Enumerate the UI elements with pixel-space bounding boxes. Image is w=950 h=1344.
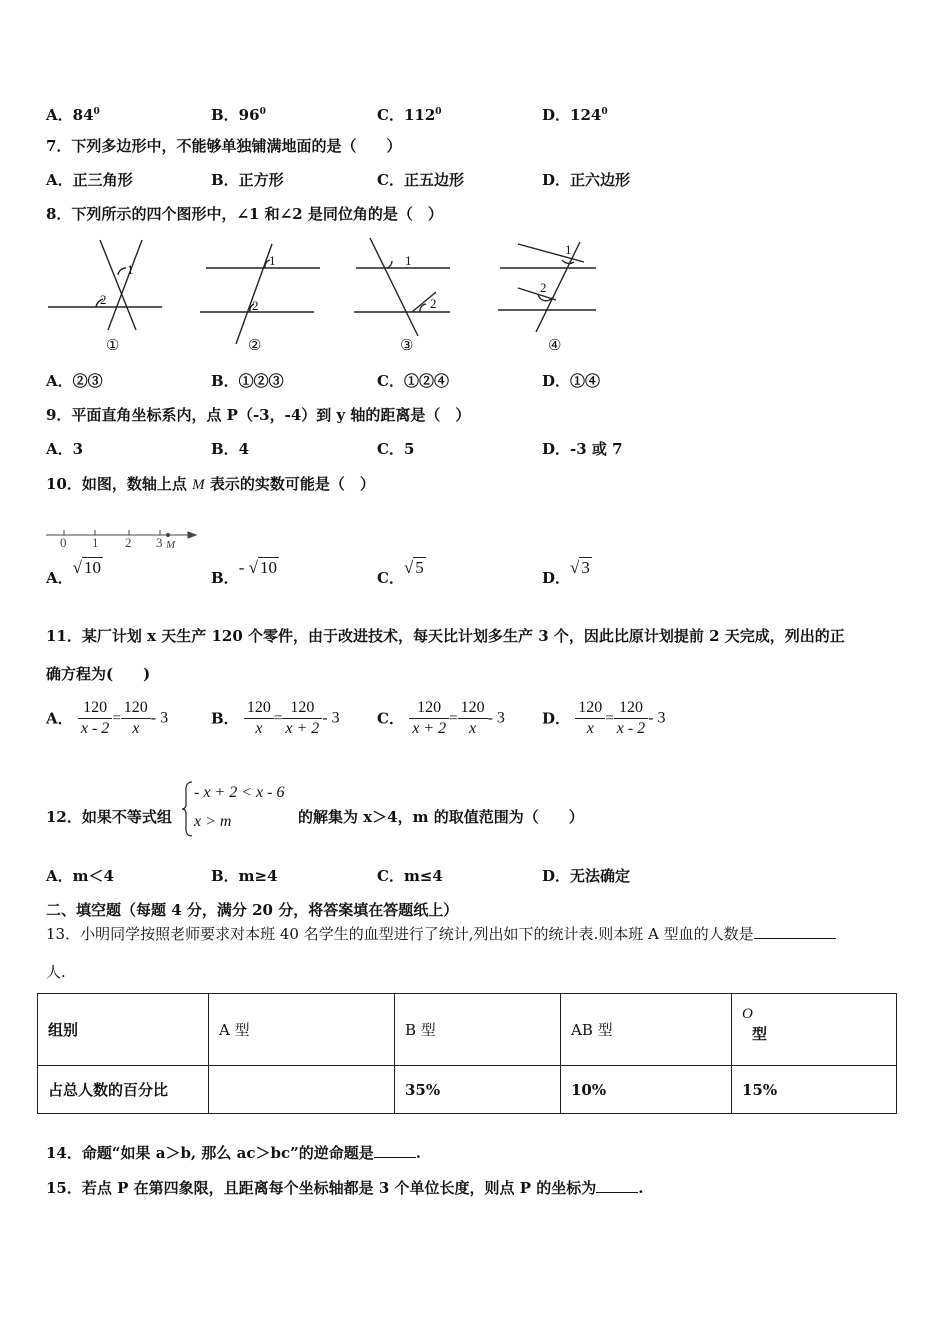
q9-stem: 9．平面直角坐标系内，点 P（-3，-4）到 y 轴的距离是（ ）: [46, 406, 471, 424]
q8-fig1-arc1: [118, 268, 126, 275]
q8-option-b: B．①②③: [211, 372, 284, 390]
cell-type-ab: 10%: [561, 1066, 732, 1114]
q10-option-d: D．√ 3: [542, 558, 590, 587]
q11-stem-line1: 11．某厂计划 x 天生产 120 个零件，由于改进技术，每天比计划多生产 3 个，因此比原计划提前 2 天完成，列出的正: [46, 627, 845, 645]
q6-option-d: D．$124^0$: [542, 106, 608, 124]
q12-brace: [180, 780, 194, 838]
q8-fig1-trans1: [100, 240, 136, 330]
q8-fig3-label: ③: [400, 338, 414, 354]
q11-option-b: B． $\frac{120}{x}$ = $\frac{120}{x + 2}$ - 3: [211, 699, 340, 737]
q8-option-d: D．①④: [542, 372, 601, 390]
q12-option-a: A．m＜4: [46, 867, 114, 885]
q13-blood-type-table: [37, 993, 897, 1114]
q8-fig1-angle1: 1: [127, 262, 134, 277]
q8-option-a: A．②③: [46, 372, 103, 390]
q7-option-c: C．正五边形: [377, 171, 464, 189]
q8-fig4-arc1: [562, 260, 574, 263]
q8-fig4-angle1: 1: [565, 242, 572, 257]
q6-option-c: C．$112^0$: [377, 106, 442, 124]
header-type-a: A 型: [209, 994, 395, 1066]
table-header-row: [38, 994, 897, 1066]
q10-tick-3: 3: [156, 535, 163, 550]
q10-option-a: A．√ 10: [46, 558, 101, 587]
q8-fig4-angle2: 2: [540, 280, 547, 295]
q10-tick-0: 0: [60, 535, 67, 550]
q8-figures: [40, 232, 620, 362]
q13-stem: 13．小明同学按照老师要求对本班 40 名学生的血型进行了统计,列出如下的统计表.则本班 A 型血的人数是: [46, 924, 836, 944]
q12-inequality-1: - x + 2 < x - 6: [194, 784, 285, 801]
q10-stem: 10．如图，数轴上点 M 表示的实数可能是（ ）: [46, 475, 375, 493]
q11-stem-line2: 确方程为( ): [46, 665, 151, 683]
q13-stem-end: 人.: [46, 963, 66, 981]
q14-stem: 14．命题“如果 a＞b, 那么 ac＞bc”的逆命题是 .: [46, 1144, 421, 1162]
q6-option-b: B．$96^0$: [211, 106, 266, 124]
q11-option-a: A． $\frac{120}{x - 2}$ = $\frac{120}{x}$ - 3: [46, 699, 169, 737]
header-type-b: B 型: [395, 994, 561, 1066]
q12-option-b: B．m≥4: [211, 867, 278, 885]
q10-tick-1: 1: [92, 535, 99, 550]
q8-fig4-trans3: [518, 288, 556, 300]
q8-fig3-angle1: 1: [405, 253, 412, 268]
q9-option-b: B．4: [211, 440, 250, 458]
q10-option-c: C．√ 5: [377, 558, 424, 587]
q12-inequality-2: x > m: [194, 813, 232, 830]
q8-fig1-label: ①: [106, 338, 120, 354]
q7-option-d: D．正六边形: [542, 171, 631, 189]
q10-tick-2: 2: [125, 535, 132, 550]
q11-option-c: C． $\frac{120}{x + 2}$ = $\frac{120}{x}$ - 3: [377, 699, 505, 737]
q12-option-c: C．m≤4: [377, 867, 443, 885]
q10-point-m: M: [166, 539, 176, 551]
q9-option-a: A．3: [46, 440, 84, 458]
header-group: 组别: [38, 994, 209, 1066]
q12-stem-post: 的解集为 x＞4，m 的取值范围为（ ）: [298, 808, 584, 826]
header-type-ab: AB 型: [561, 994, 732, 1066]
q15-stem: 15．若点 P 在第四象限，且距离每个坐标轴都是 3 个单位长度，则点 P 的坐标为 .: [46, 1179, 644, 1197]
cell-type-a: [209, 1066, 395, 1114]
q12-option-d: D．无法确定: [542, 867, 631, 885]
q8-option-c: C．①②④: [377, 372, 449, 390]
q8-fig1-trans2: [108, 240, 142, 330]
q6-option-a: A．$84^0$: [46, 106, 100, 124]
cell-type-b: 35%: [395, 1066, 561, 1114]
q8-fig2-angle1: 1: [269, 253, 276, 268]
q11-option-d: D． $\frac{120}{x}$ = $\frac{120}{x - 2}$ - 3: [542, 699, 666, 737]
q8-fig3-angle2: 2: [430, 296, 437, 311]
q8-fig1-angle2: 2: [100, 292, 107, 307]
q8-stem: 8．下列所示的四个图形中，∠1 和∠2 是同位角的是（ ）: [46, 205, 443, 223]
q12-stem-pre: 12．如果不等式组: [46, 808, 172, 826]
q8-fig2-trans: [236, 244, 272, 344]
q8-fig2-angle2: 2: [252, 298, 259, 313]
q9-option-c: C．5: [377, 440, 415, 458]
row-label: 占总人数的百分比: [38, 1066, 209, 1114]
q8-fig4-label: ④: [548, 338, 562, 354]
q10-option-b: B．- √ 10: [211, 558, 277, 587]
q10-number-line: [42, 524, 212, 552]
q9-option-d: D．-3 或 7: [542, 440, 623, 458]
q7-stem: 7．下列多边形中，不能够单独铺满地面的是（ ）: [46, 137, 402, 155]
table-row: [38, 1066, 897, 1114]
q7-option-b: B．正方形: [211, 171, 284, 189]
q7-option-a: A．正三角形: [46, 171, 133, 189]
cell-type-o: 15%: [732, 1066, 897, 1114]
q8-fig2-label: ②: [248, 338, 262, 354]
q8-fig3-arc1: [387, 261, 392, 268]
header-type-o: O 型: [732, 994, 897, 1066]
section-2-title: 二、填空题（每题 4 分，满分 20 分，将答案填在答题纸上）: [46, 901, 459, 919]
